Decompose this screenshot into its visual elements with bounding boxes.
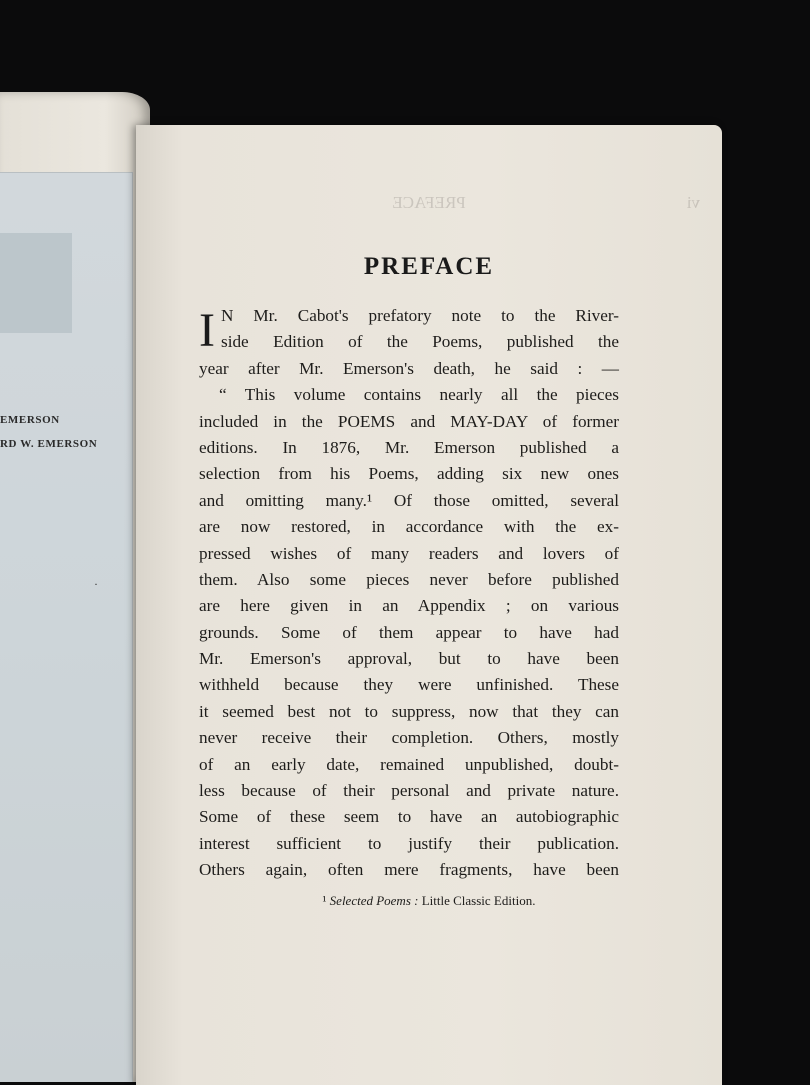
preface-body [199,303,619,884]
text-line: included in the POEMS and MAY-DAY of former [199,411,619,431]
text-line: less because of their personal and private nature. [199,781,619,801]
text-line: Mr. Emerson's approval, but to have been [199,649,619,669]
text-line: never receive their completion. Others, mostly [199,728,619,748]
text-line: are here given in an Appendix ; on various [199,596,619,616]
text-line: interest sufficient to justify their publication. [199,833,619,853]
text-line: pressed wishes of many readers and lovers of [199,543,619,563]
footnote [136,893,722,909]
text-line: grounds. Some of them appear to have had [199,622,619,642]
text-line: it seemed best not to suppress, now that they can [199,701,619,721]
page-title: PREFACE [363,253,495,280]
plate-caption-line-1: EMERSON [0,414,60,426]
text-line: are now restored, in accordance with the ex- [199,517,619,537]
plate-caption-line-2: RD W. EMERSON [0,438,98,450]
text-line: year after Mr. Emerson's death, he said : — [199,358,619,378]
page-dot: · [94,577,98,591]
text-line: withheld because they were unfinished. These [199,675,619,695]
bleed-through-running-head: PREFACE vi [392,193,700,212]
text-line: “ This volume contains nearly all the pieces [219,385,619,405]
text-line: and omitting many.¹ Of those omitted, several [199,490,619,510]
plate-image-area [0,233,72,333]
frontispiece-plate [0,172,133,1082]
text-line: side Edition of the Poems, published the [221,332,619,352]
left-page [0,92,150,1082]
footnote-text: Little Classic Edition. [421,893,536,908]
text-line: of an early date, remained unpublished, doubt- [199,754,619,774]
text-line: N Mr. Cabot's prefatory note to the River- [221,306,619,325]
right-page [136,125,722,1085]
text-line: Some of these seem to have an autobiographic [199,807,619,827]
footnote-mark: ¹ [322,893,327,908]
text-line: selection from his Poems, adding six new ones [199,464,619,484]
footnote-title: Selected Poems : [329,893,419,908]
text-line: them. Also some pieces never before published [199,569,619,589]
text-line: editions. In 1876, Mr. Emerson published a [199,437,619,457]
text-line: Others again, often mere fragments, have been [199,860,619,880]
drop-cap: I [199,304,215,357]
